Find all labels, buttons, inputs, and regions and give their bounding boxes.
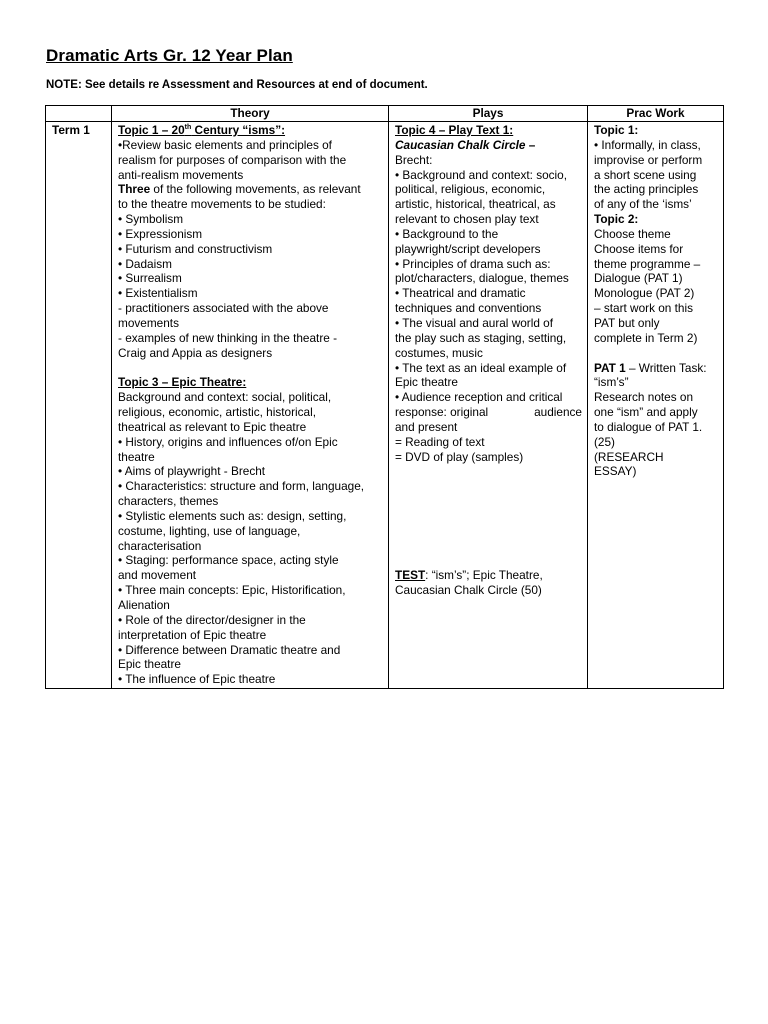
text-line: • The influence of Epic theatre bbox=[118, 672, 276, 687]
term-label: Term 1 bbox=[46, 122, 112, 689]
text-line: techniques and conventions bbox=[395, 301, 542, 316]
text-line: - practitioners associated with the above bbox=[118, 301, 329, 316]
text-line: (RESEARCH bbox=[594, 449, 664, 464]
header-theory: Theory bbox=[112, 106, 389, 122]
text-line: • Audience reception and critical bbox=[395, 390, 563, 405]
test-line-2: Caucasian Chalk Circle (50) bbox=[395, 583, 542, 598]
text-line: • Dadaism bbox=[118, 256, 172, 271]
text-line: •Review basic elements and principles of bbox=[118, 137, 332, 152]
text-line: Alienation bbox=[118, 598, 170, 612]
text-line: to dialogue of PAT 1. bbox=[594, 419, 703, 434]
theory-cell bbox=[112, 122, 389, 689]
text-line: Choose theme bbox=[594, 226, 671, 241]
text-line: anti-realism movements bbox=[118, 167, 244, 182]
text-line: costume, lighting, use of language, bbox=[118, 523, 301, 538]
text-line: PAT but only bbox=[594, 315, 660, 330]
prac-topic-1-heading: Topic 1: bbox=[594, 123, 639, 137]
text-line: = DVD of play (samples) bbox=[395, 449, 524, 464]
text-line: • Surrealism bbox=[118, 271, 182, 286]
text-line: • Principles of drama such as: bbox=[395, 256, 551, 271]
topic-1-heading: Topic 1 – 20th Century “isms”: bbox=[118, 123, 286, 137]
text-line: characters, themes bbox=[118, 494, 219, 509]
play-materials bbox=[395, 420, 582, 465]
header-plays: Plays bbox=[389, 106, 588, 122]
table-row-term-1 bbox=[46, 122, 724, 689]
text-line: Craig and Appia as designers bbox=[118, 345, 273, 360]
text-line: political, religious, economic, bbox=[395, 182, 546, 197]
text-line: one “ism” and apply bbox=[594, 405, 698, 420]
text-line: relevant to chosen play text bbox=[395, 212, 539, 227]
prac-topic-1-content bbox=[594, 138, 718, 212]
text-line: a short scene using bbox=[594, 167, 697, 182]
text-line: theatrical as relevant to Epic theatre bbox=[118, 419, 307, 434]
text-line: Background and context: social, political, bbox=[118, 390, 332, 405]
text-line: • Difference between Dramatic theatre and bbox=[118, 642, 341, 657]
response-line: response: original audience bbox=[395, 405, 582, 420]
text-line: • Aims of playwright - Brecht bbox=[118, 464, 266, 479]
three-movements-line: Three of the following movements, as relevant bbox=[118, 182, 361, 197]
text-line: Choose items for bbox=[594, 241, 684, 256]
text-line: complete in Term 2) bbox=[594, 330, 698, 345]
text-line: interpretation of Epic theatre bbox=[118, 627, 267, 642]
plays-cell bbox=[389, 122, 588, 689]
text-line: artistic, historical, theatrical, as bbox=[395, 197, 556, 212]
header-row bbox=[46, 106, 724, 122]
text-line: of any of the ‘isms’ bbox=[594, 197, 692, 212]
topic-3-content bbox=[118, 390, 383, 687]
text-line: ESSAY) bbox=[594, 464, 637, 479]
topic-1-movements bbox=[118, 197, 383, 360]
text-line: Monologue (PAT 2) bbox=[594, 286, 695, 301]
text-line: = Reading of text bbox=[395, 434, 485, 449]
text-line: • The visual and aural world of bbox=[395, 315, 554, 330]
text-line: • Background to the bbox=[395, 226, 499, 241]
text-line: • Existentialism bbox=[118, 286, 198, 301]
text-line: costumes, music bbox=[395, 345, 483, 360]
text-line: Research notes on bbox=[594, 390, 694, 405]
text-line: Dialogue (PAT 1) bbox=[594, 271, 683, 286]
topic-3-heading: Topic 3 – Epic Theatre: bbox=[118, 375, 247, 390]
header-term bbox=[46, 106, 112, 122]
text-line: religious, economic, artistic, historical, bbox=[118, 405, 316, 420]
text-line: plot/characters, dialogue, themes bbox=[395, 271, 569, 286]
text-line: the play such as staging, setting, bbox=[395, 330, 567, 345]
text-line: • Expressionism bbox=[118, 226, 203, 241]
prac-topic-2-content bbox=[594, 227, 718, 346]
play-title-line: Caucasian Chalk Circle – bbox=[395, 137, 536, 152]
text-line: characterisation bbox=[118, 538, 202, 553]
text-line: • Characteristics: structure and form, language, bbox=[118, 479, 365, 494]
text-line: • Stylistic elements such as: design, setting, bbox=[118, 508, 347, 523]
prac-work-cell bbox=[588, 122, 724, 689]
text-line: • History, origins and influences of/on Epic bbox=[118, 434, 338, 449]
play-content bbox=[395, 153, 582, 405]
text-line: • Futurism and constructivism bbox=[118, 241, 273, 256]
text-line: – start work on this bbox=[594, 301, 694, 316]
text-line: theme programme – bbox=[594, 256, 701, 271]
topic-4-heading: Topic 4 – Play Text 1: bbox=[395, 123, 514, 137]
pat-1-line: PAT 1 – Written Task: bbox=[594, 360, 707, 375]
text-line: theatre bbox=[118, 449, 155, 464]
text-line: improvise or perform bbox=[594, 152, 703, 167]
text-line: • The text as an ideal example of bbox=[395, 360, 567, 375]
text-line: Epic theatre bbox=[395, 375, 458, 390]
text-line: realism for purposes of comparison with the bbox=[118, 152, 347, 167]
topic-1-content bbox=[118, 138, 383, 183]
text-line: and movement bbox=[118, 568, 197, 583]
text-line: and present bbox=[395, 419, 458, 434]
assessment-note: NOTE: See details re Assessment and Resources at end of document. bbox=[46, 79, 428, 91]
text-line: to the theatre movements to be studied: bbox=[118, 197, 326, 212]
text-line: Epic theatre bbox=[118, 657, 181, 672]
text-line: (25) bbox=[594, 434, 615, 449]
pat-1-content bbox=[594, 375, 718, 479]
test-line: TEST: “ism’s”; Epic Theatre, bbox=[395, 568, 543, 583]
text-line: • Background and context: socio, bbox=[395, 167, 568, 182]
text-line: the acting principles bbox=[594, 182, 699, 197]
text-line: • Theatrical and dramatic bbox=[395, 286, 526, 301]
prac-topic-2-heading: Topic 2: bbox=[594, 212, 639, 227]
year-plan-table bbox=[45, 105, 724, 689]
text-line: - examples of new thinking in the theatre - bbox=[118, 330, 338, 345]
text-line: • Role of the director/designer in the bbox=[118, 612, 306, 627]
text-line: • Staging: performance space, acting style bbox=[118, 553, 339, 568]
document-title: Dramatic Arts Gr. 12 Year Plan bbox=[46, 46, 293, 65]
text-line: playwright/script developers bbox=[395, 241, 541, 256]
text-line: • Symbolism bbox=[118, 212, 184, 227]
text-line: “ism’s” bbox=[594, 375, 629, 390]
text-line: movements bbox=[118, 315, 179, 330]
text-line: • Three main concepts: Epic, Historification, bbox=[118, 583, 346, 598]
text-line: Brecht: bbox=[395, 152, 433, 167]
text-line: • Informally, in class, bbox=[594, 137, 701, 152]
header-prac-work: Prac Work bbox=[588, 106, 724, 122]
